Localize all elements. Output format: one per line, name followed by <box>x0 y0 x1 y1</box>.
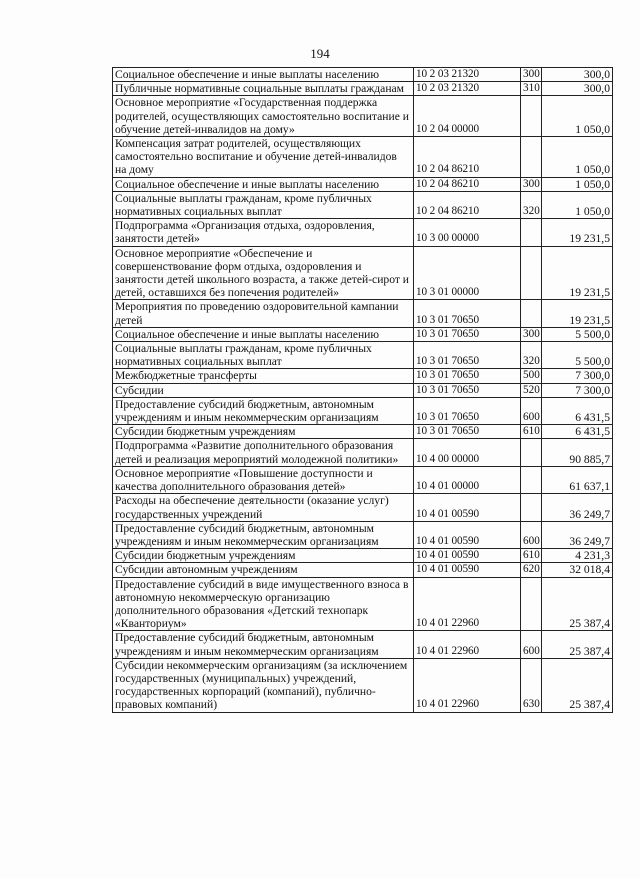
page-number: 194 <box>310 46 330 61</box>
row-code-cell: 10 3 01 00000 <box>414 246 521 300</box>
table-row <box>113 137 613 178</box>
row-sum-cell: 7 300,0 <box>542 383 613 397</box>
row-vr-cell <box>521 494 542 521</box>
row-vr-cell: 620 <box>521 563 542 577</box>
row-vr-cell: 630 <box>521 658 542 712</box>
row-vr-cell: 520 <box>521 383 542 397</box>
row-sum-cell: 6 431,5 <box>542 397 613 424</box>
row-code-cell: 10 4 01 00000 <box>414 466 521 493</box>
row-vr-cell <box>521 466 542 493</box>
table-row <box>113 549 613 563</box>
table-row <box>113 96 613 137</box>
row-sum-cell: 1 050,0 <box>542 96 613 137</box>
row-vr-cell: 500 <box>521 369 542 383</box>
row-sum-cell: 36 249,7 <box>542 494 613 521</box>
table-row <box>113 191 613 218</box>
row-sum-cell: 25 387,4 <box>542 577 613 631</box>
table-row <box>113 342 613 369</box>
table-row <box>113 219 613 246</box>
row-code-cell: 10 2 03 21320 <box>414 68 521 82</box>
row-name-cell: Основное мероприятие «Повышение доступности и качества дополнительного образования детей» <box>113 466 414 493</box>
table-row <box>113 300 613 327</box>
row-vr-cell <box>521 96 542 137</box>
row-code-cell: 10 3 01 70650 <box>414 425 521 439</box>
row-vr-cell: 320 <box>521 191 542 218</box>
row-sum-cell: 19 231,5 <box>542 246 613 300</box>
row-vr-cell: 600 <box>521 397 542 424</box>
row-name-cell: Социальные выплаты гражданам, кроме публичных нормативных социальных выплат <box>113 191 414 218</box>
row-vr-cell <box>521 300 542 327</box>
row-code-cell: 10 2 04 86210 <box>414 191 521 218</box>
row-name-cell: Предоставление субсидий в виде имущественного взноса в автономную некоммерческую организацию дополнительного образования «Детский технопарк «Кванториум» <box>113 577 414 631</box>
row-sum-cell: 300,0 <box>542 68 613 82</box>
table-row <box>113 425 613 439</box>
row-code-cell: 10 4 01 00590 <box>414 494 521 521</box>
row-vr-cell: 610 <box>521 549 542 563</box>
row-name-cell: Основное мероприятие «Обеспечение и совершенствование форм отдыха, оздоровления и занятости детей школьного возраста, а также детей-сирот и детей, оставшихся без попечения родителей» <box>113 246 414 300</box>
row-name-cell: Субсидии бюджетным учреждениям <box>113 549 414 563</box>
row-vr-cell: 310 <box>521 82 542 96</box>
row-sum-cell: 5 500,0 <box>542 327 613 341</box>
row-code-cell: 10 4 01 22960 <box>414 577 521 631</box>
table-row <box>113 397 613 424</box>
row-sum-cell: 90 885,7 <box>542 439 613 466</box>
table-row <box>113 327 613 341</box>
row-code-cell: 10 3 01 70650 <box>414 327 521 341</box>
row-code-cell: 10 4 01 22960 <box>414 631 521 658</box>
row-code-cell: 10 2 04 00000 <box>414 96 521 137</box>
row-name-cell: Социальное обеспечение и иные выплаты населению <box>113 68 414 82</box>
row-code-cell: 10 3 01 70650 <box>414 383 521 397</box>
row-vr-cell: 300 <box>521 327 542 341</box>
table-row <box>113 246 613 300</box>
table-row <box>113 577 613 631</box>
table-row <box>113 439 613 466</box>
row-code-cell: 10 3 01 70650 <box>414 369 521 383</box>
row-sum-cell: 32 018,4 <box>542 563 613 577</box>
row-vr-cell: 300 <box>521 177 542 191</box>
row-name-cell: Субсидии автономным учреждениям <box>113 563 414 577</box>
row-code-cell: 10 4 01 00590 <box>414 521 521 548</box>
row-name-cell: Социальное обеспечение и иные выплаты населению <box>113 177 414 191</box>
row-vr-cell <box>521 137 542 178</box>
row-sum-cell: 4 231,3 <box>542 549 613 563</box>
row-vr-cell <box>521 439 542 466</box>
row-code-cell: 10 4 01 00590 <box>414 549 521 563</box>
table-row <box>113 68 613 82</box>
row-sum-cell: 36 249,7 <box>542 521 613 548</box>
table-row <box>113 521 613 548</box>
row-name-cell: Мероприятия по проведению оздоровительной кампании детей <box>113 300 414 327</box>
row-vr-cell <box>521 219 542 246</box>
budget-table <box>112 67 613 713</box>
row-name-cell: Предоставление субсидий бюджетным, автономным учреждениям и иным некоммерческим организациям <box>113 397 414 424</box>
row-sum-cell: 1 050,0 <box>542 177 613 191</box>
row-name-cell: Социальное обеспечение и иные выплаты населению <box>113 327 414 341</box>
row-sum-cell: 25 387,4 <box>542 658 613 712</box>
row-sum-cell: 19 231,5 <box>542 219 613 246</box>
row-name-cell: Субсидии некоммерческим организациям (за исключением государственных (муниципальных) учреждений, государственных корпораций (компаний), публично-правовых компаний) <box>113 658 414 712</box>
row-vr-cell <box>521 246 542 300</box>
row-vr-cell: 300 <box>521 68 542 82</box>
row-vr-cell: 600 <box>521 631 542 658</box>
row-name-cell: Предоставление субсидий бюджетным, автономным учреждениям и иным некоммерческим организациям <box>113 521 414 548</box>
table-row <box>113 494 613 521</box>
table-row <box>113 383 613 397</box>
row-sum-cell: 19 231,5 <box>542 300 613 327</box>
row-sum-cell: 25 387,4 <box>542 631 613 658</box>
row-sum-cell: 6 431,5 <box>542 425 613 439</box>
row-vr-cell: 600 <box>521 521 542 548</box>
row-vr-cell <box>521 577 542 631</box>
row-sum-cell: 1 050,0 <box>542 191 613 218</box>
row-name-cell: Предоставление субсидий бюджетным, автономным учреждениям и иным некоммерческим организациям <box>113 631 414 658</box>
row-sum-cell: 1 050,0 <box>542 137 613 178</box>
row-sum-cell: 61 637,1 <box>542 466 613 493</box>
row-name-cell: Подпрограмма «Развитие дополнительного образования детей и реализация мероприятий молодежной политики» <box>113 439 414 466</box>
row-code-cell: 10 4 00 00000 <box>414 439 521 466</box>
table-row <box>113 369 613 383</box>
row-sum-cell: 5 500,0 <box>542 342 613 369</box>
budget-table-body <box>113 68 613 713</box>
row-sum-cell: 7 300,0 <box>542 369 613 383</box>
row-name-cell: Межбюджетные трансферты <box>113 369 414 383</box>
row-code-cell: 10 2 03 21320 <box>414 82 521 96</box>
row-name-cell: Расходы на обеспечение деятельности (оказание услуг) государственных учреждений <box>113 494 414 521</box>
row-vr-cell: 610 <box>521 425 542 439</box>
row-code-cell: 10 4 01 22960 <box>414 658 521 712</box>
row-name-cell: Социальные выплаты гражданам, кроме публичных нормативных социальных выплат <box>113 342 414 369</box>
row-code-cell: 10 2 04 86210 <box>414 177 521 191</box>
row-vr-cell: 320 <box>521 342 542 369</box>
table-row <box>113 563 613 577</box>
row-code-cell: 10 3 01 70650 <box>414 342 521 369</box>
table-row <box>113 631 613 658</box>
row-code-cell: 10 2 04 86210 <box>414 137 521 178</box>
table-row <box>113 177 613 191</box>
table-row <box>113 658 613 712</box>
table-row <box>113 82 613 96</box>
row-sum-cell: 300,0 <box>542 82 613 96</box>
row-name-cell: Субсидии бюджетным учреждениям <box>113 425 414 439</box>
row-name-cell: Публичные нормативные социальные выплаты гражданам <box>113 82 414 96</box>
table-row <box>113 466 613 493</box>
row-name-cell: Субсидии <box>113 383 414 397</box>
row-code-cell: 10 3 00 00000 <box>414 219 521 246</box>
row-code-cell: 10 4 01 00590 <box>414 563 521 577</box>
row-name-cell: Подпрограмма «Организация отдыха, оздоровления, занятости детей» <box>113 219 414 246</box>
row-name-cell: Компенсация затрат родителей, осуществляющих самостоятельно воспитание и обучение детей-инвалидов на дому <box>113 137 414 178</box>
row-code-cell: 10 3 01 70650 <box>414 397 521 424</box>
row-code-cell: 10 3 01 70650 <box>414 300 521 327</box>
row-name-cell: Основное мероприятие «Государственная поддержка родителей, осуществляющих самостоятельно воспитание и обучение детей-инвалидов на дому» <box>113 96 414 137</box>
